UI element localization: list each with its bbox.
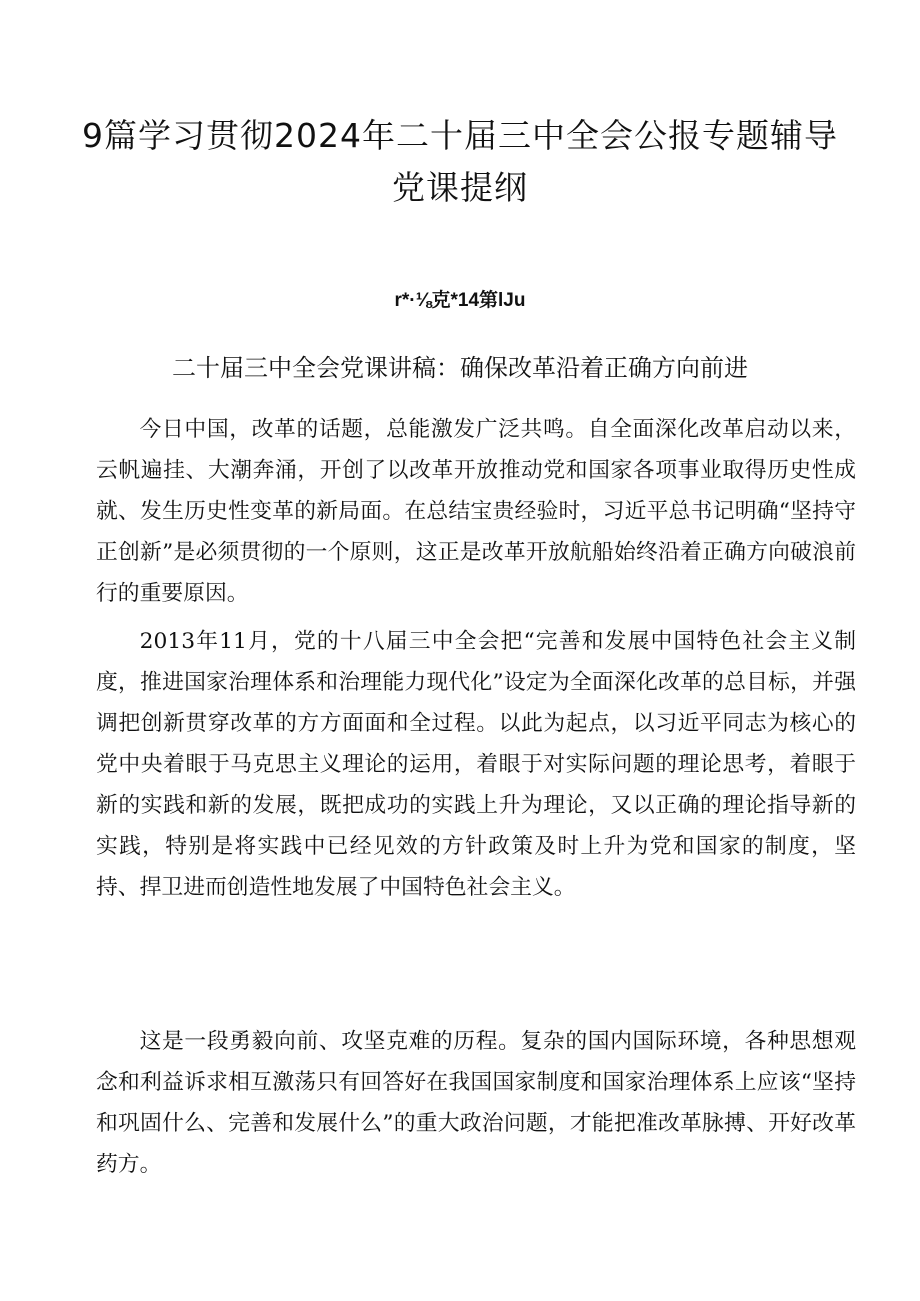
document-title-line-1: 9篇学习贯彻2024年二十届三中全会公报专题辅导 [82, 116, 838, 155]
garbled-sub-label: r*·⅛克*14第lJu [394, 290, 526, 311]
body-paragraph-3: 这是一段勇毅向前、攻坚克难的历程。复杂的国内国际环境，各种思想观念和利益诉求相互激荡只有回答好在我国国家制度和国家治理体系上应该“坚持和巩固什么、完善和发展什么”的重大政治问题，才能把准改革脉搏、开好改革药方。 [96, 1029, 856, 1177]
body-paragraph-1: 今日中国，改革的话题，总能激发广泛共鸣。自全面深化改革启动以来，云帆遍挂、大潮奔涌，开创了以改革开放推动党和国家各项事业取得历史性成就、发生历史性变革的新局面。在总结宝贵经验时，习近平总书记明确“坚持守正创新”是必须贯彻的一个原则，这正是改革开放航船始终沿着正确方向破浪前行的重要原因。 [96, 417, 856, 606]
document-title-line-2: 党课提纲 [392, 168, 528, 207]
body-paragraph-2: 2013年11月，党的十八届三中全会把“完善和发展中国特色社会主义制度，推进国家治理体系和治理能力现代化”设定为全面深化改革的总目标，并强调把创新贯穿改革的方方面面和全过程。以此为起点，以习近平同志为核心的党中央着眼于马克思主义理论的运用，着眼于对实际问题的理论思考，着眼于新的实践和新的发展，既把成功的实践上升为理论，又以正确的理论指导新的实践，特别是将实践中已经见效的方针政策及时上升为党和国家的制度，坚持、捍卫进而创造性地发展了中国特色社会主义。 [96, 629, 856, 900]
section-heading: 二十届三中全会党课讲稿：确保改革沿着正确方向前进 [172, 354, 748, 382]
